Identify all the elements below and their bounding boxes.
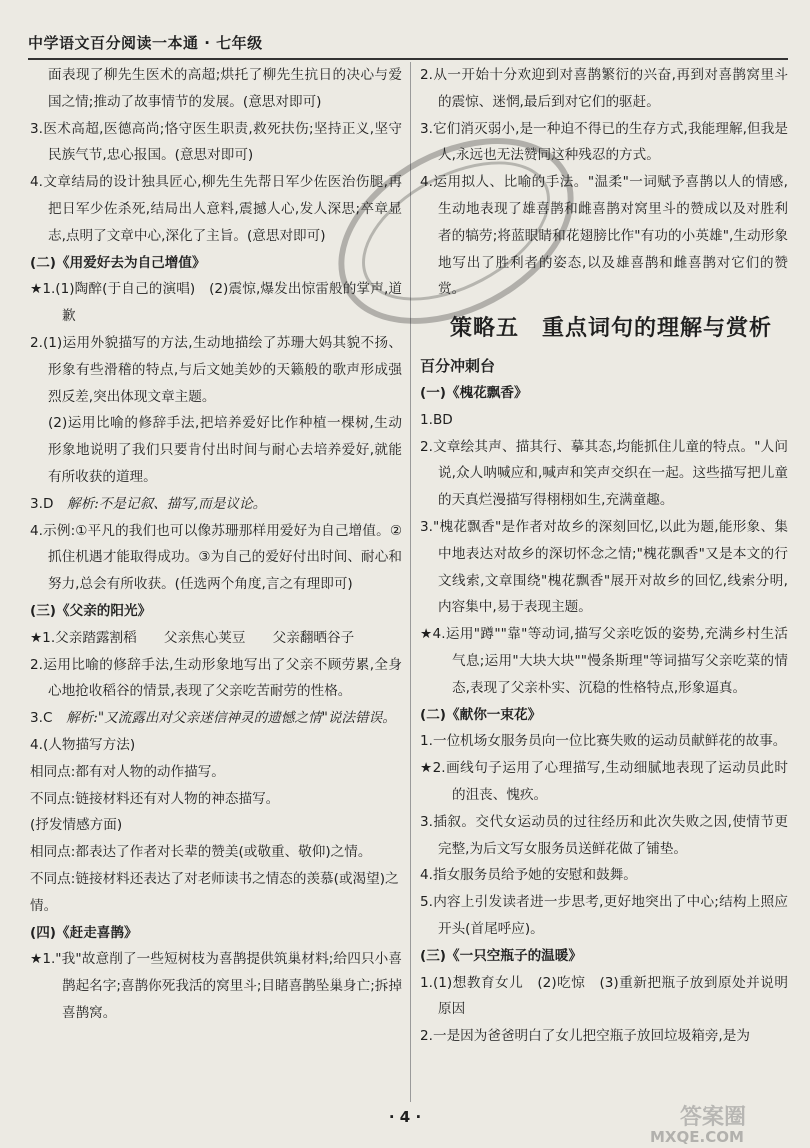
- answer-text: 3.插叙。交代女运动员的过往经历和此次失败之因,使情节更完整,为后文写女服务员送鲜花做了铺垫。: [420, 813, 788, 857]
- answer-item: [30, 759, 402, 786]
- watermark-url: MXQE.COM: [650, 1128, 744, 1146]
- right-sec3-items: [420, 970, 788, 1050]
- answer-text: 4.指女服务员给予她的安慰和鼓舞。: [420, 867, 637, 884]
- watermark-logo: 答案圈: [680, 1105, 747, 1130]
- answer-text: 面表现了柳先生医术的高超;烘托了柳先生抗日的决心与爱国之情;推动了故事情节的发展。(意思对即可): [48, 67, 402, 110]
- answer-text: 2.(1)运用外貌描写的方法,生动地描绘了苏珊大妈其貌不扬、形象有些滑稽的特点,与后文她美妙的天籁般的歌声形成强烈反差,突出体现文章主题。: [30, 334, 402, 405]
- answer-item: [420, 970, 788, 1024]
- answer-item: [30, 946, 402, 1026]
- answer-text: 2.从一开始十分欢迎到对喜鹊繁衍的兴奋,再到对喜鹊窝里斗的震惊、迷惘,最后到对它们的驱赶。: [420, 67, 788, 110]
- page-number: · 4 ·: [388, 1108, 422, 1126]
- answer-text: 4.运用拟人、比喻的手法。"温柔"一词赋予喜鹊以人的情感,生动地表现了雄喜鹊和雌喜鹊对窝里斗的赞成以及对胜利者的犒劳;将蓝眼睛和花翅膀比作"有功的小英雄",生动形象地写出了胜利者的姿态,以及雄喜鹊和雌喜鹊对它们的赞赏。: [420, 174, 788, 298]
- answer-text: 4.文章结局的设计独具匠心,柳先生先帮日军少佐医治伤腿,再把日军少佐杀死,结局出人意料,震撼人心,发人深思;卒章显志,点明了文章中心,深化了主旨。(意思对即可): [30, 174, 402, 244]
- answer-item: [30, 866, 402, 920]
- answer-text: 相同点:都表达了作者对长辈的赞美(或敬重、敬仰)之情。: [30, 844, 372, 861]
- section-heading: (二)《用爱好去为自己增值》: [30, 254, 206, 271]
- left-sec3-items: [30, 625, 402, 920]
- answer-item: [30, 491, 402, 518]
- answer-text: ★1."我"故意削了一些短树枝为喜鹊提供筑巢材料;给四只小喜鹊起名字;喜鹊你死我活的窝里斗;目睹喜鹊坠巢身亡;拆掉喜鹊窝。: [30, 951, 402, 1021]
- right-sec2-items: [420, 728, 788, 942]
- answer-text: 相同点:都有对人物的动作描写。: [30, 763, 225, 780]
- answer-note: 解析:不是记叙、描写,而是议论。: [67, 495, 267, 512]
- section-heading: (三)《父亲的阳光》: [30, 602, 152, 619]
- right-sec1-items: [420, 407, 788, 702]
- section-heading: (三)《一只空瓶子的温暖》: [420, 947, 582, 964]
- answer-text: 3.D: [30, 495, 68, 512]
- answer-item: [420, 62, 788, 116]
- answer-item: [420, 621, 788, 701]
- answer-item: [420, 728, 788, 755]
- left-column: [30, 62, 402, 1027]
- answer-item: [420, 434, 788, 514]
- answer-text: 2.文章绘其声、描其行、摹其态,均能抓住儿童的特点。"人问说,众人呐喊应和,喊声和笑声交织在一起。这些描写把儿童的天真烂漫描写得栩栩如生,充满童趣。: [420, 438, 788, 509]
- page-header: [28, 28, 788, 60]
- section-heading: (一)《槐花飘香》: [420, 384, 528, 401]
- answer-text: 1.(1)想教育女儿 (2)吃惊 (3)重新把瓶子放到原处并说明原因: [420, 974, 788, 1018]
- answer-item: [420, 1023, 788, 1050]
- answer-item: [420, 514, 788, 621]
- answer-item: [30, 330, 402, 410]
- answer-item: [30, 518, 402, 598]
- answer-item: [30, 116, 402, 170]
- answer-item: [30, 62, 402, 116]
- answer-text: ★1.(1)陶醉(于自己的演唱) (2)震惊,爆发出惊雷般的掌声,道歉: [30, 281, 402, 325]
- answer-note: 解析:"又流露出对父亲迷信神灵的遗憾之情"说法错误。: [66, 710, 396, 727]
- strategy-title: 策略五 重点词句的理解与赏析: [450, 315, 773, 342]
- answer-item: [30, 625, 402, 652]
- answer-item: [30, 652, 402, 706]
- answer-text: 4.(人物描写方法): [30, 736, 136, 753]
- answer-item: [420, 889, 788, 943]
- answer-item: [30, 786, 402, 813]
- answer-item: [30, 705, 402, 732]
- subheading: 百分冲刺台: [420, 357, 496, 376]
- section-heading: (二)《献你一束花》: [420, 706, 542, 723]
- answer-text: 1.一位机场女服务员向一位比赛失败的运动员献鲜花的故事。: [420, 733, 787, 750]
- answer-text: 5.内容上引发读者进一步思考,更好地突出了中心;结构上照应开头(首尾呼应)。: [420, 894, 788, 937]
- answer-text: 3.C: [30, 710, 67, 727]
- left-sec2-items: [30, 276, 402, 598]
- answer-text: 1.BD: [420, 411, 453, 428]
- answer-item: [30, 839, 402, 866]
- section-heading: (四)《赶走喜鹊》: [30, 924, 138, 941]
- answer-text: (抒发情感方面): [30, 817, 123, 834]
- answer-item: [30, 732, 402, 759]
- answer-text: 2.一是因为爸爸明白了女儿把空瓶子放回垃圾箱旁,是为: [420, 1028, 750, 1045]
- answer-text: 4.示例:①平凡的我们也可以像苏珊那样用爱好为自己增值。②抓住机遇才能取得成功。③为自己的爱好付出时间、耐心和努力,总会有所收获。(任选两个角度,言之有理即可): [30, 522, 402, 593]
- answer-item: [30, 410, 402, 490]
- answer-text: 不同点:链接材料还有对人物的神态描写。: [30, 790, 280, 807]
- answer-text: 不同点:链接材料还表达了对老师读书之情态的羡慕(或渴望)之情。: [30, 870, 399, 914]
- answer-text: 3.医术高超,医德高尚;恪守医生职责,救死扶伤;坚持正义,坚守民族气节,忠心报国。(意思对即可): [30, 120, 402, 164]
- answer-text: 3."槐花飘香"是作者对故乡的深刻回忆,以此为题,能形象、集中地表达对故乡的深切怀念之情;"槐花飘香"又是本文的行文线索,文章围绕"槐花飘香"展开对故乡的回忆,线索分明,内容集中,易于表现主题。: [420, 518, 788, 616]
- answer-item: [420, 809, 788, 863]
- left-sec4-items: [30, 946, 402, 1026]
- answer-item: [30, 812, 402, 839]
- answer-text: ★2.画线句子运用了心理描写,生动细腻地表现了运动员此时的沮丧、愧疚。: [420, 760, 788, 803]
- answer-text: 3.它们消灭弱小,是一种迫不得已的生存方式,我能理解,但我是人,永远也无法赞同这种残忍的方式。: [420, 120, 788, 164]
- answer-item: [420, 755, 788, 809]
- answer-item: [420, 862, 788, 889]
- answer-item: [420, 407, 788, 434]
- answer-text: ★1.父亲踏露割稻 父亲焦心荚豆 父亲翻晒谷子: [30, 629, 355, 646]
- answer-text: 2.运用比喻的修辞手法,生动形象地写出了父亲不顾劳累,全身心地抢收稻谷的情景,表现了父亲吃苦耐劳的性格。: [30, 656, 402, 700]
- left-lines: [30, 62, 402, 250]
- book-title: 中学语文百分阅读一本通 · 七年级: [28, 34, 263, 52]
- answer-text: ★4.运用"蹲""靠"等动词,描写父亲吃饭的姿势,充满乡村生活气息;运用"大块大块""慢条斯理"等词描写父亲吃菜的情态,表现了父亲朴实、沉稳的性格特点,形象逼真。: [420, 626, 788, 696]
- answer-text: (2)运用比喻的修辞手法,把培养爱好比作种植一棵树,生动形象地说明了我们只要肯付出时间与耐心去培养爱好,就能有所收获的道理。: [48, 415, 402, 485]
